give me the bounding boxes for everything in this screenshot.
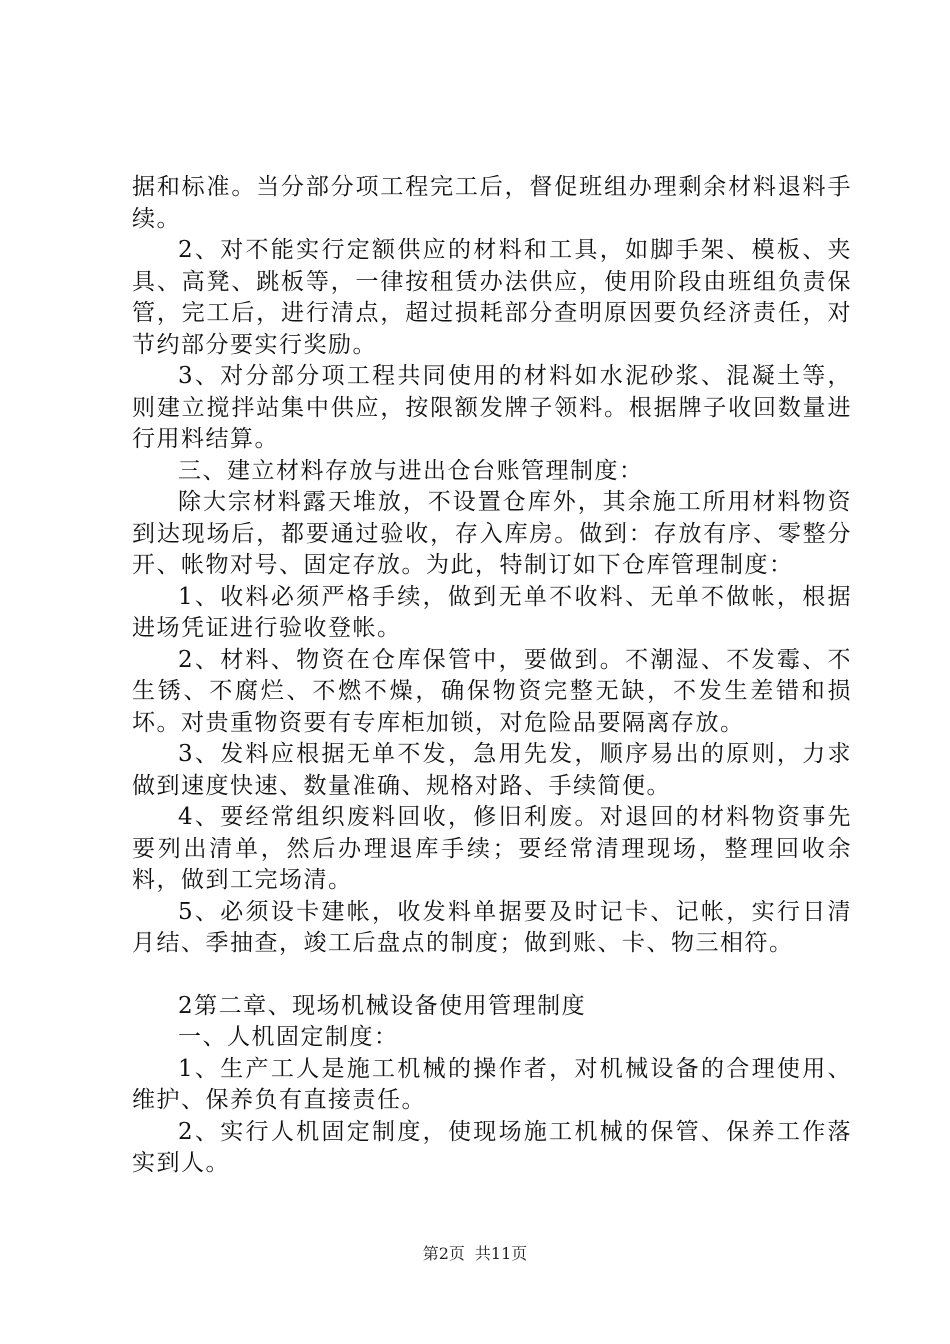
- page-total: 共11页: [474, 1244, 528, 1263]
- page-number: 第2页: [422, 1244, 465, 1263]
- paragraph-mixing-station: 3、对分部分项工程共同使用的材料如水泥砂浆、混凝土等，则建立搅拌站集中供应，按限额发牌子领料。根据牌子收回数量进行用料结算。: [132, 363, 852, 452]
- heading-warehouse-ledger: 三、建立材料存放与进出仓台账管理制度：: [178, 457, 644, 484]
- paragraph-warehouse-intro: 除大宗材料露天堆放，不设置仓库外，其余施工所用材料物资到达现场后，都要通过验收，存入库房。做到：存放有序、零整分开、帐物对号、固定存放。为此，特制订如下仓库管理制度：: [132, 489, 852, 578]
- paragraph-issuing-rule: 3、发料应根据无单不发，急用先发，顺序易出的原则，力求做到速度快速、数量准确、规格对路、手续简便。: [132, 741, 852, 799]
- paragraph-fixed-assignment: 2、实行人机固定制度，使现场施工机械的保管、保养工作落实到人。: [132, 1118, 852, 1176]
- page-footer: [0, 1244, 950, 1264]
- paragraph-recycling-rule: 4、要经常组织废料回收，修旧利废。对退回的材料物资事先要列出清单，然后办理退库手续；要经常清理现场，整理回收余料，做到工完场清。: [132, 804, 852, 893]
- paragraph-storage-rule: 2、材料、物资在仓库保管中，要做到。不潮湿、不发霉、不生锈、不腐烂、不燃不燥，确保物资完整无缺，不发生差错和损坏。对贵重物资要有专库柜加锁，对危险品要隔离存放。: [132, 646, 852, 736]
- section-spacer: [132, 960, 852, 991]
- heading-chapter-two: 2第二章、现场机械设备使用管理制度: [178, 992, 587, 1019]
- document-body: [132, 172, 852, 1180]
- paragraph-operator-duty: 1、生产工人是施工机械的操作者，对机械设备的合理使用、维护、保养负有直接责任。: [132, 1055, 852, 1113]
- heading-fixed-operator: 一、人机固定制度：: [178, 1024, 399, 1050]
- paragraph-bookkeeping-rule: 5、必须设卡建帐，收发料单据要及时记卡、记帐，实行日清月结、季抽查，竣工后盘点的制度；做到账、卡、物三相符。: [132, 898, 852, 956]
- paragraph-material-return: 据和标准。当分部分项工程完工后，督促班组办理剩余材料退料手续。: [132, 174, 852, 232]
- paragraph-rental-supply: 2、对不能实行定额供应的材料和工具，如脚手架、模板、夹具、高凳、跳板等，一律按租赁办法供应，使用阶段由班组负责保管，完工后，进行清点，超过损耗部分查明原因要负经济责任，对节约部分要实行奖励。: [132, 237, 852, 358]
- paragraph-receiving-rule: 1、收料必须严格手续，做到无单不收料、无单不做帐，根据进场凭证进行验收登帐。: [132, 583, 852, 641]
